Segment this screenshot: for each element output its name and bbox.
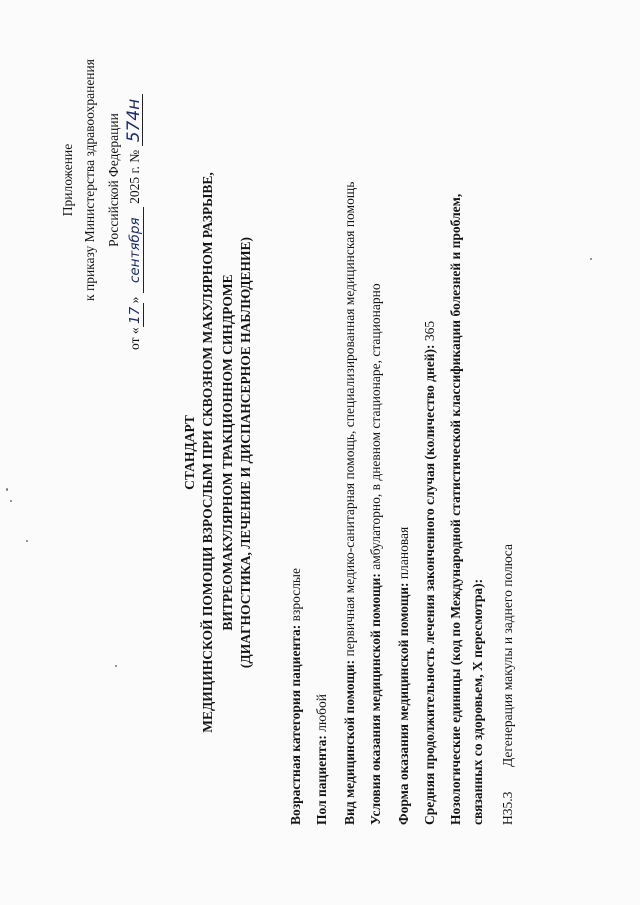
field-value: любой <box>314 694 329 732</box>
code-value: H35.3 <box>500 791 515 825</box>
scan-speck <box>6 488 8 491</box>
scan-speck <box>590 258 592 260</box>
order-number: 574н <box>126 94 143 146</box>
heading-line-3: (ДИАГНОСТИКА, ЛЕЧЕНИЕ И ДИСПАНСЕРНОЕ НАБЛЮДЕНИЕ) <box>238 236 253 669</box>
scan-speck <box>26 540 28 542</box>
heading-title: СТАНДАРТ <box>182 415 197 490</box>
appendix-date-line <box>126 0 144 350</box>
date-year: 2025 г. № <box>127 149 142 204</box>
field-value: взрослые <box>288 568 303 622</box>
nosology-line-2: связанных со здоровьем, X пересмотра): <box>470 578 485 825</box>
field-label: Возрастная категория пациента: <box>288 624 303 825</box>
field-label: Форма оказания медицинской помощи: <box>396 582 411 825</box>
date-month: сентября <box>127 207 144 293</box>
field-sex <box>314 694 330 825</box>
heading-line-2: ВИТРЕОМАКУЛЯРНОМ ТРАКЦИОННОМ СИНДРОМЕ <box>220 274 235 631</box>
scan-speck <box>10 500 12 502</box>
date-day: 17 <box>127 303 144 327</box>
field-care-type <box>342 182 358 825</box>
appendix-line-2: Российской Федерации <box>106 113 121 247</box>
field-label: Условия оказания медицинской помощи: <box>368 573 383 825</box>
field-label: Пол пациента: <box>314 735 329 825</box>
heading-line-1: МЕДИЦИНСКОЙ ПОМОЩИ ВЗРОСЛЫМ ПРИ СКВОЗНОМ МАКУЛЯРНОМ РАЗРЫВЕ, <box>200 172 215 733</box>
field-age-category <box>288 568 304 825</box>
field-value: плановая <box>396 526 411 580</box>
field-value: первичная медико-санитарная помощь, специализированная медицинская помощь <box>342 181 357 657</box>
field-label: Вид медицинской помощи: <box>342 659 357 825</box>
field-value: амбулаторно, в дневном стационаре, стационарно <box>368 283 383 570</box>
field-care-form <box>396 527 412 825</box>
scan-speck <box>115 665 117 667</box>
nosology-line-1: Нозологические единицы (код по Международной статистической классификации болезней и проблем, <box>448 193 463 825</box>
field-duration <box>422 321 438 825</box>
date-prefix: от « <box>127 327 142 350</box>
appendix-title: Приложение <box>60 143 75 217</box>
field-value: 365 <box>422 320 437 342</box>
field-care-conditions <box>368 283 384 825</box>
code-row <box>500 544 516 825</box>
appendix-line-1: к приказу Министерства здравоохранения <box>82 59 97 301</box>
date-mid: » <box>127 296 142 304</box>
code-name: Дегенерация макулы и заднего полюса <box>500 544 515 767</box>
field-label: Средняя продолжительность лечения законченного случая (количество дней): <box>422 344 437 825</box>
